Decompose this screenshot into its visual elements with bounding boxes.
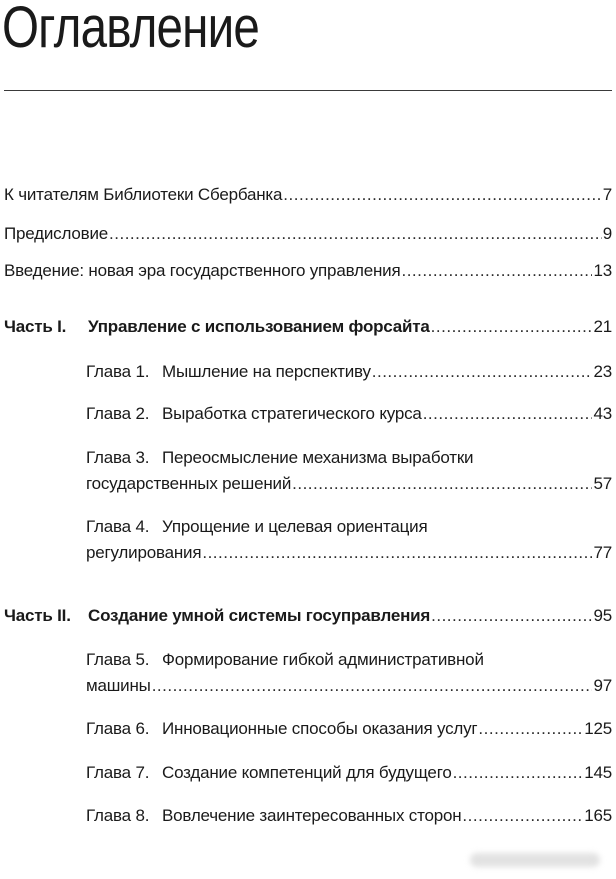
part-label: Часть I. bbox=[4, 317, 67, 336]
chapter-label: Глава 7. bbox=[86, 763, 150, 782]
page-number: 9 bbox=[602, 224, 612, 243]
toc-entry-chapter-4-line1[interactable] bbox=[86, 517, 427, 537]
page-number: 145 bbox=[584, 763, 612, 782]
dot-leader bbox=[109, 224, 602, 244]
dot-leader bbox=[431, 606, 592, 626]
toc-entry-chapter-4[interactable] bbox=[86, 543, 612, 563]
dot-leader bbox=[401, 261, 592, 281]
page-number: 43 bbox=[593, 404, 612, 423]
toc-entry-chapter-3-line1[interactable] bbox=[86, 448, 473, 468]
dot-leader bbox=[283, 185, 601, 205]
toc-entry-chapter-8[interactable] bbox=[86, 806, 612, 826]
dot-leader bbox=[372, 362, 593, 382]
toc-entry-intro[interactable] bbox=[4, 261, 612, 281]
chapter-label: Глава 3. bbox=[86, 448, 150, 467]
chapter-title-line2: государственных решений bbox=[86, 474, 292, 493]
toc-entry-title: Предисловие bbox=[4, 224, 109, 243]
dot-leader bbox=[431, 317, 593, 337]
chapter-label: Глава 1. bbox=[86, 362, 150, 381]
dot-leader bbox=[478, 719, 583, 739]
page-title: Оглавление bbox=[2, 0, 259, 60]
dot-leader bbox=[202, 543, 592, 563]
page-number: 21 bbox=[593, 317, 612, 336]
chapter-label: Глава 2. bbox=[86, 404, 150, 423]
page-number: 77 bbox=[593, 543, 612, 562]
toc-entry-chapter-6[interactable] bbox=[86, 719, 612, 739]
page-number: 7 bbox=[602, 185, 612, 204]
chapter-title: Мышление на перспективу bbox=[162, 362, 371, 381]
page-number: 23 bbox=[593, 362, 612, 381]
dot-leader bbox=[453, 763, 584, 783]
toc-entry-chapter-2[interactable] bbox=[86, 404, 612, 424]
chapter-label: Глава 4. bbox=[86, 517, 150, 536]
chapter-label: Глава 8. bbox=[86, 806, 150, 825]
page-number: 57 bbox=[593, 474, 612, 493]
toc-entry-chapter-3[interactable] bbox=[86, 474, 612, 494]
toc-entry-chapter-5[interactable] bbox=[86, 676, 612, 696]
dot-leader bbox=[292, 474, 592, 494]
chapter-title-line1: Переосмысление механизма выработки bbox=[162, 448, 474, 467]
chapter-title-line1: Формирование гибкой административной bbox=[162, 650, 484, 669]
part-title: Управление с использованием форсайта bbox=[88, 317, 430, 336]
part-title: Создание умной системы госуправления bbox=[88, 606, 431, 625]
chapter-label: Глава 5. bbox=[86, 650, 150, 669]
toc-entry-readers[interactable] bbox=[4, 185, 612, 205]
chapter-title: Инновационные способы оказания услуг bbox=[162, 719, 478, 738]
part-label: Часть II. bbox=[4, 606, 71, 625]
dot-leader bbox=[462, 806, 583, 826]
toc-entry-chapter-1[interactable] bbox=[86, 362, 612, 382]
watermark-smudge bbox=[470, 853, 600, 867]
toc-entry-part-2[interactable] bbox=[4, 606, 612, 626]
chapter-title: Вовлечение заинтересованных сторон bbox=[162, 806, 462, 825]
chapter-label: Глава 6. bbox=[86, 719, 150, 738]
dot-leader bbox=[152, 676, 593, 696]
toc-entry-chapter-5-line1[interactable] bbox=[86, 650, 484, 670]
page-number: 95 bbox=[593, 606, 612, 625]
dot-leader bbox=[423, 404, 593, 424]
toc-entry-part-1[interactable] bbox=[4, 317, 612, 337]
page-number: 13 bbox=[593, 261, 612, 280]
page-number: 125 bbox=[584, 719, 612, 738]
toc-entry-title: Введение: новая эра государственного управления bbox=[4, 261, 401, 280]
page-number: 97 bbox=[593, 676, 612, 695]
chapter-title-line1: Упрощение и целевая ориентация bbox=[162, 517, 428, 536]
chapter-title: Выработка стратегического курса bbox=[162, 404, 422, 423]
page-number: 165 bbox=[584, 806, 612, 825]
chapter-title: Создание компетенций для будущего bbox=[162, 763, 452, 782]
toc-entry-preface[interactable] bbox=[4, 224, 612, 244]
toc-entry-chapter-7[interactable] bbox=[86, 763, 612, 783]
chapter-title-line2: машины bbox=[86, 676, 151, 695]
chapter-title-line2: регулирования bbox=[86, 543, 202, 562]
toc-entry-title: К читателям Библиотеки Сбербанка bbox=[4, 185, 283, 204]
